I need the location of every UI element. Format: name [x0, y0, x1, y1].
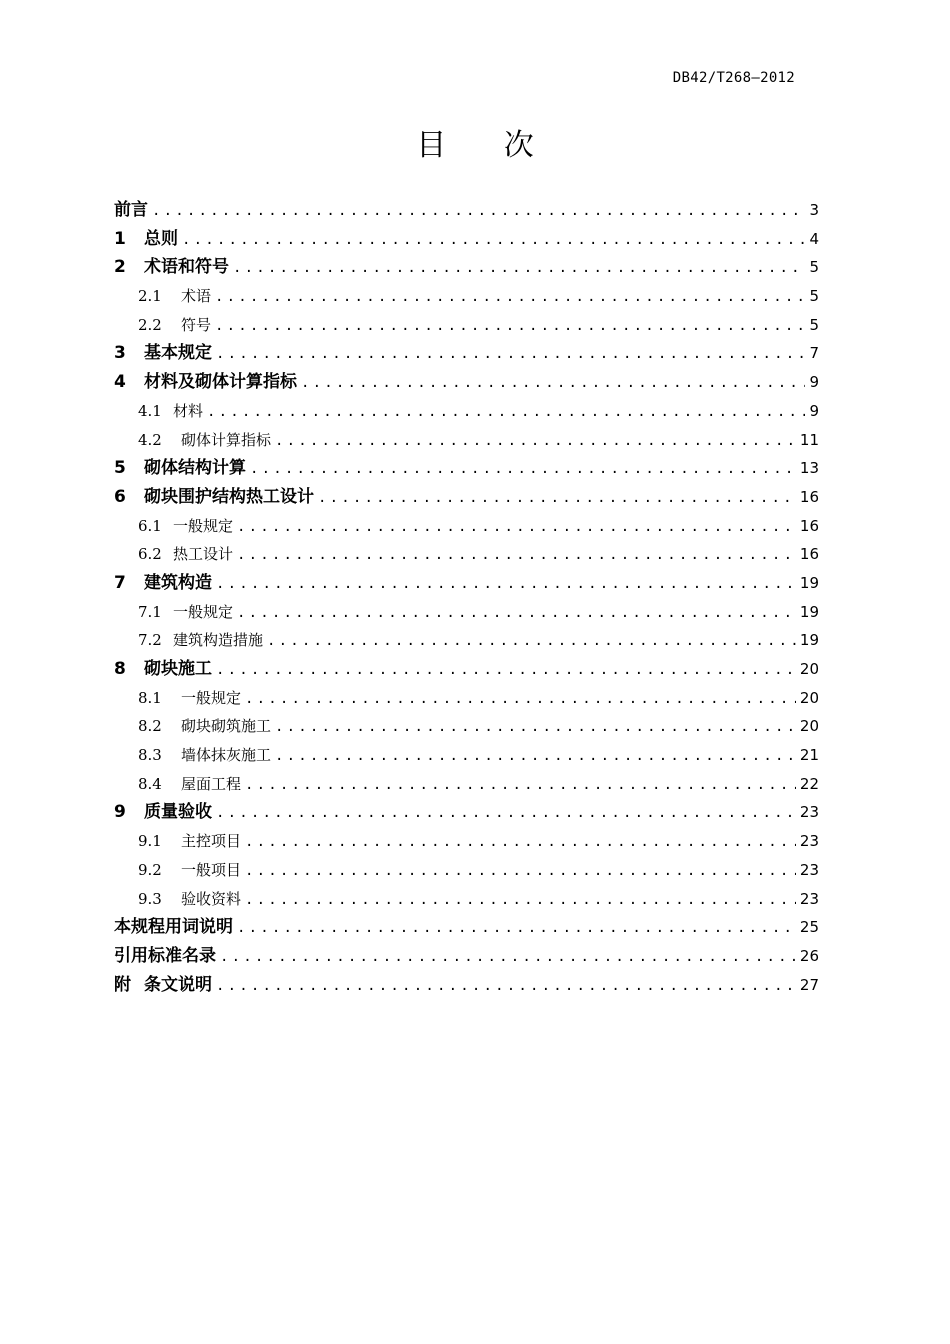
toc-entry-label	[138, 684, 241, 713]
toc-entry-number: 8.3	[138, 746, 162, 765]
dot-leader	[237, 599, 796, 627]
toc-entry[interactable]	[114, 971, 819, 1000]
toc-entry-page: 11	[799, 430, 819, 449]
dot-leader	[275, 742, 796, 770]
toc-entry-page: 9	[809, 373, 819, 392]
toc-entry[interactable]	[114, 540, 819, 569]
toc-entry-page: 22	[799, 774, 819, 793]
dot-leader	[301, 369, 805, 397]
toc-entry-title: 热工设计	[173, 545, 234, 564]
toc-entry[interactable]	[114, 512, 819, 541]
toc-entry-page: 20	[799, 717, 819, 736]
toc-entry-label	[114, 569, 212, 598]
toc-entry-number: 8.4	[138, 774, 162, 793]
toc-entry-number: 4.2	[138, 430, 162, 449]
toc-entry-label	[138, 827, 241, 856]
toc-entry[interactable]	[114, 483, 819, 512]
toc-entry-number: 6	[114, 486, 126, 507]
toc-entry-title: 砌体计算指标	[181, 430, 272, 449]
toc-entry-page: 3	[809, 201, 819, 219]
toc-entry-page: 13	[799, 459, 819, 478]
toc-entry[interactable]	[114, 253, 819, 282]
toc-entry[interactable]	[114, 684, 819, 713]
toc-entry-title: 一般规定	[173, 516, 234, 535]
toc-entry[interactable]	[114, 770, 819, 799]
toc-entry[interactable]	[114, 885, 819, 914]
toc-entry[interactable]	[114, 712, 819, 741]
toc-entry[interactable]	[114, 913, 819, 942]
toc-entry-title: 建筑构造	[144, 572, 212, 593]
toc-entry-title: 本规程用词说明	[114, 917, 233, 938]
toc-entry[interactable]	[114, 626, 819, 655]
toc-entry-page: 23	[799, 803, 819, 822]
toc-entry-page: 19	[799, 573, 819, 592]
toc-entry-title: 术语和符号	[144, 257, 229, 278]
toc-entry-page: 20	[799, 660, 819, 678]
toc-entry-page: 26	[799, 946, 819, 965]
toc-entry-label	[138, 397, 203, 426]
toc-entry-label	[114, 196, 148, 225]
dot-leader	[216, 799, 796, 827]
toc-entry-page: 19	[799, 631, 819, 650]
toc-entry-number: 4.1	[138, 401, 162, 420]
toc-entry[interactable]	[114, 196, 819, 225]
toc-entry[interactable]	[114, 368, 819, 397]
toc-entry-number: 6.2	[138, 545, 162, 564]
dot-leader	[237, 513, 796, 541]
toc-entry-label	[138, 540, 233, 569]
toc-entry-title: 总则	[144, 228, 178, 249]
toc-entry[interactable]	[114, 397, 819, 426]
toc-entry[interactable]	[114, 311, 819, 340]
toc-entry-page: 16	[799, 516, 819, 535]
toc-entry-label	[138, 712, 271, 741]
toc-entry-page: 23	[799, 832, 819, 851]
toc-entry-number: 2.2	[138, 315, 162, 334]
toc-entry-label	[138, 626, 263, 655]
toc-entry-label	[114, 339, 212, 368]
toc-entry-number: 5	[114, 458, 126, 479]
dot-leader	[267, 627, 796, 655]
toc-entry-title: 一般项目	[181, 860, 242, 879]
dot-leader	[207, 398, 805, 426]
toc-entry[interactable]	[114, 942, 819, 971]
toc-entry-label	[138, 770, 241, 799]
toc-entry[interactable]	[114, 598, 819, 627]
toc-entry-number: 附	[114, 974, 131, 995]
toc-entry-title: 符号	[181, 315, 212, 334]
toc-entry-title: 屋面工程	[181, 774, 242, 793]
toc-entry[interactable]	[114, 282, 819, 311]
toc-entry-page: 5	[809, 315, 819, 334]
toc-entry-title: 材料	[173, 401, 204, 420]
dot-leader	[318, 484, 796, 512]
toc-entry-number: 8.2	[138, 717, 162, 736]
toc-entry-title: 砌体结构计算	[144, 458, 246, 479]
toc-entry-label	[114, 225, 178, 254]
toc-entry-number: 8	[114, 659, 126, 679]
toc-entry-page: 5	[809, 258, 819, 277]
toc-entry-page: 23	[799, 860, 819, 879]
dot-leader	[275, 713, 796, 741]
dot-leader	[237, 541, 796, 569]
toc-entry-label	[114, 942, 216, 971]
toc-entry-page: 9	[809, 401, 819, 420]
toc-entry-page: 4	[809, 229, 819, 248]
dot-leader	[216, 340, 805, 368]
toc-entry-label	[114, 798, 212, 827]
toc-entry-title: 术语	[181, 287, 212, 306]
dot-leader	[237, 914, 796, 942]
toc-entry[interactable]	[114, 798, 819, 827]
toc-entry-label	[114, 655, 212, 684]
dot-leader	[220, 943, 796, 971]
toc-entry[interactable]	[114, 856, 819, 885]
toc-entry-number: 2	[114, 257, 126, 278]
toc-entry-label	[138, 512, 233, 541]
dot-leader	[245, 857, 796, 885]
toc-entry-number: 9.2	[138, 860, 162, 879]
dot-leader	[215, 312, 805, 340]
toc-entry-number: 7	[114, 572, 126, 593]
dot-leader	[182, 226, 805, 254]
toc-entry-title: 一般规定	[181, 688, 242, 707]
toc-entry-number: 7.1	[138, 602, 162, 621]
toc-entry-title: 砌块砌筑施工	[181, 717, 272, 736]
toc-entry-number: 4	[114, 372, 126, 393]
toc-entry-title: 墙体抹灰施工	[181, 746, 272, 765]
page-title: 目 次	[416, 128, 558, 163]
toc-entry-title: 建筑构造措施	[173, 631, 264, 650]
toc-entry[interactable]	[114, 426, 819, 455]
toc-entry-title: 主控项目	[181, 832, 242, 851]
toc-entry-title: 基本规定	[144, 343, 212, 364]
toc-entry-number: 9	[114, 802, 126, 823]
toc-entry[interactable]	[114, 569, 819, 598]
toc-entry-page: 16	[799, 545, 819, 564]
table-of-contents	[114, 196, 819, 999]
toc-entry-number: 9.3	[138, 889, 162, 908]
toc-entry-label	[114, 454, 246, 483]
toc-entry[interactable]	[114, 655, 819, 684]
toc-entry-title: 砌块围护结构热工设计	[144, 486, 314, 507]
toc-entry-label	[114, 483, 314, 512]
toc-entry-page: 19	[799, 602, 819, 621]
dot-leader	[275, 427, 796, 455]
toc-entry[interactable]	[114, 454, 819, 483]
dot-leader	[216, 972, 796, 1000]
toc-entry-number: 2.1	[138, 287, 162, 306]
dot-leader	[245, 685, 796, 713]
toc-entry-page: 23	[799, 889, 819, 908]
toc-entry-label	[138, 311, 211, 340]
toc-entry-page: 20	[799, 688, 819, 707]
toc-entry-number: 8.1	[138, 688, 162, 707]
toc-entry-label	[138, 282, 211, 311]
toc-entry-number: 9.1	[138, 832, 162, 851]
toc-entry-label	[138, 598, 233, 627]
toc-entry[interactable]	[114, 339, 819, 368]
toc-entry-title: 前言	[114, 200, 148, 220]
toc-entry-title: 砌块施工	[144, 659, 212, 679]
toc-entry-page: 27	[799, 975, 819, 994]
toc-entry-title: 验收资料	[181, 889, 242, 908]
dot-leader	[216, 656, 796, 684]
dot-leader	[216, 570, 796, 598]
toc-entry-number: 3	[114, 343, 126, 364]
dot-leader	[250, 455, 796, 483]
toc-entry-label	[114, 368, 297, 397]
toc-entry-number: 7.2	[138, 631, 162, 650]
toc-entry-title: 引用标准名录	[114, 945, 216, 966]
toc-entry-label	[138, 426, 271, 455]
dot-leader	[215, 283, 805, 311]
dot-leader	[152, 197, 805, 225]
toc-entry[interactable]	[114, 741, 819, 770]
dot-leader	[245, 828, 796, 856]
toc-entry-label	[114, 253, 229, 282]
toc-entry-page: 25	[799, 918, 819, 937]
toc-entry-number: 1	[114, 228, 126, 249]
toc-entry-label	[138, 856, 241, 885]
document-code: DB42/T268—2012	[672, 70, 795, 86]
toc-entry-title: 一般规定	[173, 602, 234, 621]
toc-entry-page: 21	[799, 746, 819, 765]
toc-entry-page: 5	[809, 287, 819, 306]
toc-entry-label	[114, 913, 233, 942]
toc-entry-label	[138, 741, 271, 770]
toc-entry[interactable]	[114, 225, 819, 254]
toc-entry-page: 7	[809, 344, 819, 363]
toc-entry-title: 质量验收	[144, 802, 212, 823]
toc-entry[interactable]	[114, 827, 819, 856]
dot-leader	[245, 886, 796, 914]
toc-entry-number: 6.1	[138, 516, 162, 535]
toc-entry-label	[138, 885, 241, 914]
toc-entry-title: 条文说明	[144, 974, 212, 995]
dot-leader	[245, 771, 796, 799]
toc-entry-page: 16	[799, 487, 819, 506]
toc-entry-label	[114, 971, 212, 1000]
dot-leader	[233, 254, 805, 282]
toc-entry-title: 材料及砌体计算指标	[144, 372, 297, 393]
